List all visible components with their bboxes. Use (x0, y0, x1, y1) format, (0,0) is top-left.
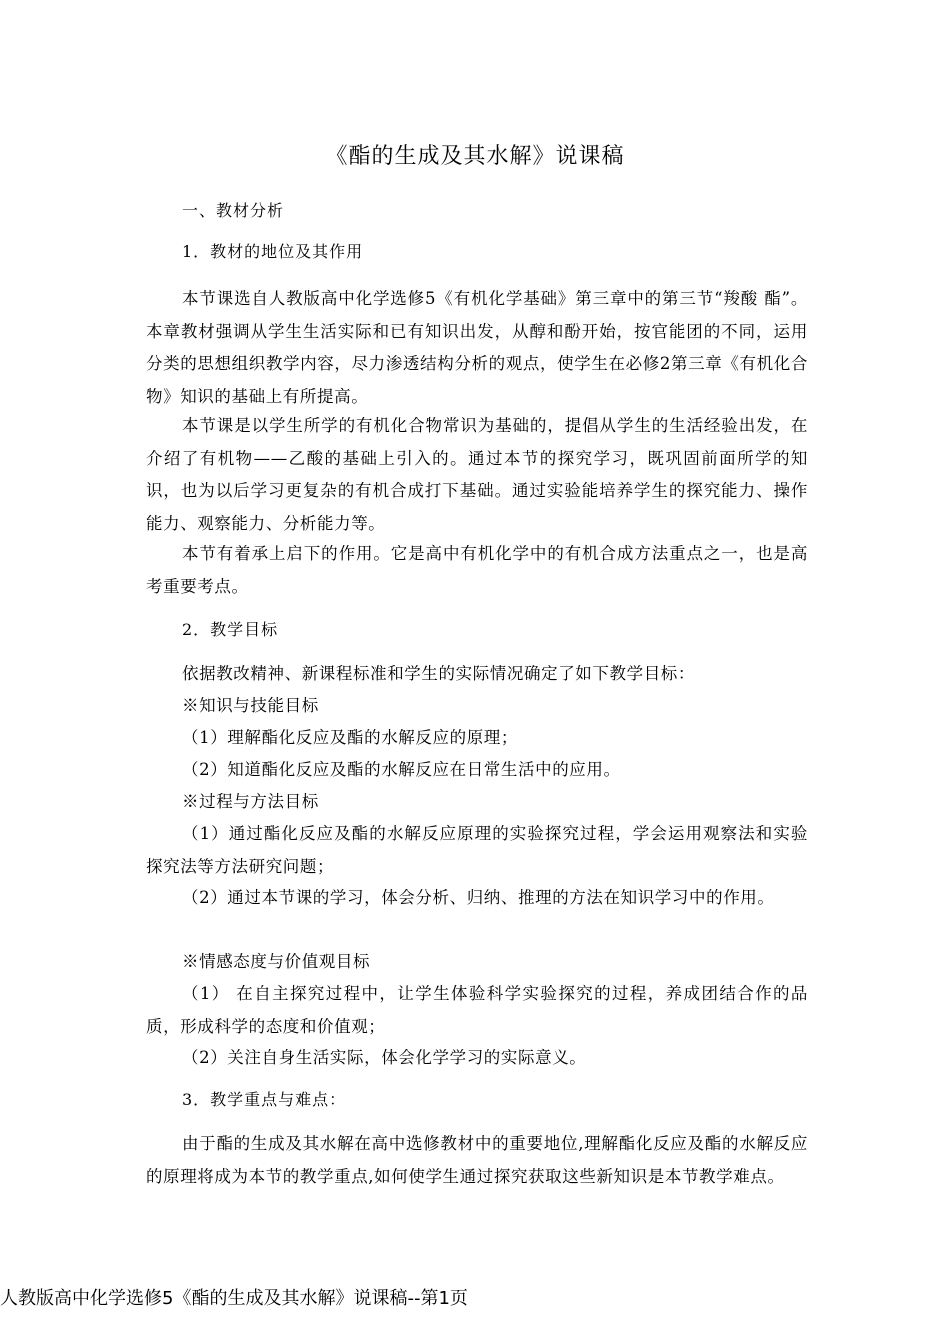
paragraph-1: 本节课选自人教版高中化学选修5《有机化学基础》第三章中的第三节“羧酸 酯”。 本章教材强调从学生生活实际和已有知识出发，从醇和酚开始，按官能团的不同，运用分类的思想组织教学内容，尽力渗透结构分析的观点，使学生在必修2第三章《有机化合物》知识的基础上有所提高。 (146, 289, 808, 406)
page-footer: 人教版高中化学选修5《酯的生成及其水解》说课稿--第1页 (0, 1288, 468, 1309)
goal-item: （1）理解酯化反应及酯的水解反应的原理； (182, 728, 518, 747)
paragraph-2: 本节课是以学生所学的有机化合物常识为基础的，提倡从学生的生活经验出发，在介绍了有机物——乙酸的基础上引入的。通过本节的探究学习，既巩固前面所学的知识，也为以后学习更复杂的有机合成打下基础。通过实验能培养学生的探究能力、操作能力、观察能力、分析能力等。 (146, 416, 808, 533)
subsection-heading-2: 2．教学目标 (182, 620, 279, 639)
section-heading-1: 一、教材分析 (182, 201, 285, 220)
goal-intro: 依据教改精神、新课程标准和学生的实际情况确定了如下教学目标： (182, 664, 695, 683)
goal-item: （2）关注自身生活实际，体会化学学习的实际意义。 (182, 1048, 587, 1067)
goal-item: （1）通过酯化反应及酯的水解反应原理的实验探究过程，学会运用观察法和实验探究法等方法研究问题； (146, 824, 808, 876)
goal-item: （2）知道酯化反应及酯的水解反应在日常生活中的应用。 (182, 760, 621, 779)
paragraph-3: 本节有着承上启下的作用。它是高中有机化学中的有机合成方法重点之一，也是高考重要考点。 (146, 544, 808, 596)
subsection-heading-3: 3．教学重点与难点： (182, 1090, 347, 1109)
goal-item: （2）通过本节课的学习，体会分析、归纳、推理的方法在知识学习中的作用。 (182, 888, 775, 907)
paragraph-4: 由于酯的生成及其水解在高中选修教材中的重要地位,理解酯化反应及酯的水解反应的原理将成为本节的教学重点,如何使学生通过探究获取这些新知识是本节教学难点。 (146, 1134, 808, 1186)
subsection-heading-1: 1．教材的地位及其作用 (182, 242, 364, 261)
goal-group-title-knowledge: ※知识与技能目标 (182, 696, 319, 715)
page-title: 《酯的生成及其水解》说课稿 (325, 144, 625, 169)
goal-group-title-process: ※过程与方法目标 (182, 792, 319, 811)
goal-group-title-attitude: ※情感态度与价值观目标 (182, 952, 371, 971)
goal-item: （1） 在自主探究过程中，让学生体验科学实验探究的过程，养成团结合作的品质，形成科学的态度和价值观； (146, 984, 808, 1036)
